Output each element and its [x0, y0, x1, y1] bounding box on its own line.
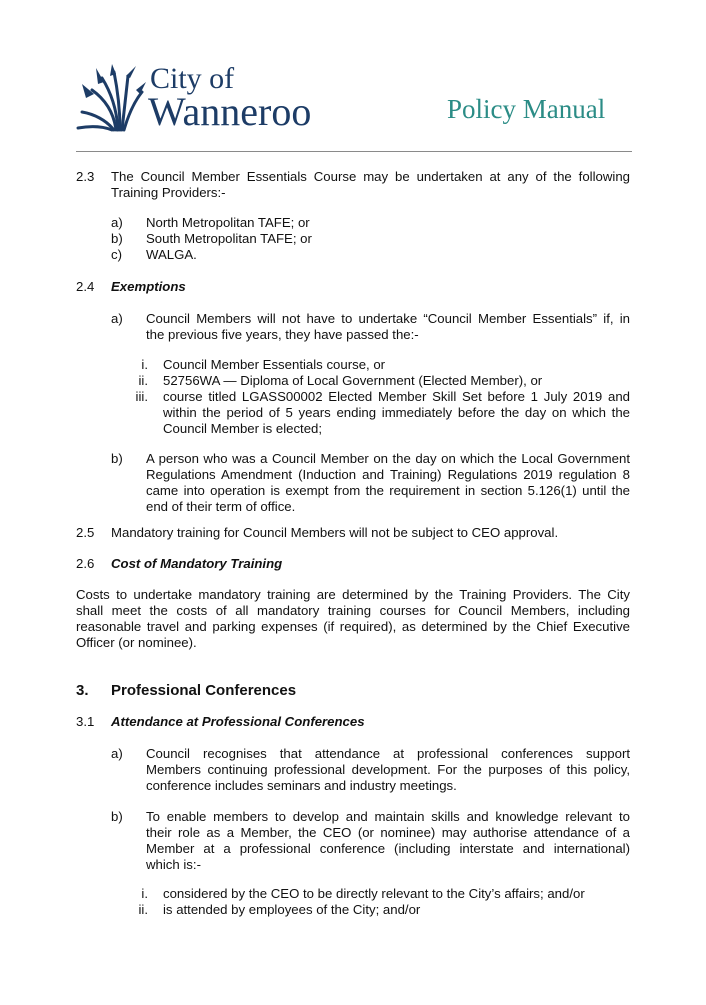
- section-heading: Attendance at Professional Conferences: [111, 714, 365, 729]
- section-heading: Professional Conferences: [111, 682, 297, 699]
- list-item: course titled LGASS00002 Elected Member Skill Set before 1 July 2019 and: [163, 389, 630, 404]
- section-number: 3.: [76, 682, 89, 699]
- roman-marker: iii.: [135, 389, 148, 404]
- list-marker: a): [111, 215, 123, 230]
- paragraph-line: came into operation is exempt from the requirement in section 5.126(1) until the: [146, 483, 630, 498]
- section-number: 2.5: [76, 525, 95, 540]
- section-number: 3.1: [76, 714, 95, 729]
- paragraph-line: their role as a Member, the CEO (or nominee) may authorise attendance of a: [146, 825, 630, 840]
- paragraph-line: the previous five years, they have passed the:-: [146, 327, 419, 342]
- paragraph-line: shall meet the costs of all mandatory training courses for Council Members, including: [76, 603, 630, 618]
- list-marker: b): [111, 451, 123, 466]
- list-item: 52756WA — Diploma of Local Government (Elected Member), or: [163, 373, 543, 388]
- paragraph-line: A person who was a Council Member on the day on which the Local Government: [146, 451, 630, 466]
- list-item: South Metropolitan TAFE; or: [146, 231, 312, 246]
- list-item: Council Member Essentials course, or: [163, 357, 386, 372]
- paragraph-line: Training Providers:-: [111, 185, 226, 200]
- grass-tree-logo-icon: [76, 64, 146, 134]
- list-item: is attended by employees of the City; and/or: [163, 902, 421, 917]
- list-marker: a): [111, 311, 123, 326]
- section-heading: Exemptions: [111, 279, 186, 294]
- paragraph-line: which is:-: [146, 857, 201, 872]
- paragraph-line: conference includes seminars and industry meetings.: [146, 778, 457, 793]
- roman-marker: ii.: [138, 902, 148, 917]
- roman-marker: ii.: [138, 373, 148, 388]
- paragraph-line: Members continuing professional development. For the purposes of this policy,: [146, 762, 630, 777]
- paragraph-line: The Council Member Essentials Course may be undertaken at any of the following: [111, 169, 630, 184]
- list-marker: b): [111, 231, 123, 246]
- list-marker: c): [111, 247, 122, 262]
- list-item: considered by the CEO to be directly relevant to the City’s affairs; and/or: [163, 886, 585, 901]
- paragraph-line: Council Members will not have to undertake “Council Member Essentials” if, in: [146, 311, 630, 326]
- logo-text-wanneroo: Wanneroo: [148, 89, 312, 134]
- paragraph-line: Costs to undertake mandatory training are determined by the Training Providers. The City: [76, 587, 630, 602]
- roman-marker: i.: [141, 886, 148, 901]
- section-number: 2.4: [76, 279, 95, 294]
- section-heading: Cost of Mandatory Training: [111, 556, 283, 571]
- list-marker: b): [111, 809, 123, 824]
- list-item: within the period of 5 years ending immediately before the day on which the: [163, 405, 630, 420]
- paragraph-line: reasonable travel and parking expenses (if required), as determined by the Chief Executive: [76, 619, 630, 634]
- paragraph-line: Officer (or nominee).: [76, 635, 197, 650]
- city-logo: [76, 64, 326, 134]
- paragraph-line: Council recognises that attendance at professional conferences support: [146, 746, 630, 761]
- list-item: North Metropolitan TAFE; or: [146, 215, 310, 230]
- paragraph-line: end of their term of office.: [146, 499, 296, 514]
- paragraph-line: Mandatory training for Council Members will not be subject to CEO approval.: [111, 525, 559, 540]
- header-divider: [76, 151, 632, 152]
- section-number: 2.3: [76, 169, 95, 184]
- roman-marker: i.: [141, 357, 148, 372]
- list-marker: a): [111, 746, 123, 761]
- logo-text-city-of: City of: [150, 62, 235, 95]
- document-title: Policy Manual: [447, 94, 606, 124]
- paragraph-line: Regulations Amendment (Induction and Training) Regulations 2019 regulation 8: [146, 467, 630, 482]
- paragraph-line: To enable members to develop and maintain skills and knowledge relevant to: [146, 809, 630, 824]
- section-number: 2.6: [76, 556, 95, 571]
- list-item: Council Member is elected;: [163, 421, 323, 436]
- paragraph-line: Member at a professional conference (including interstate and international): [146, 841, 630, 856]
- list-item: WALGA.: [146, 247, 197, 262]
